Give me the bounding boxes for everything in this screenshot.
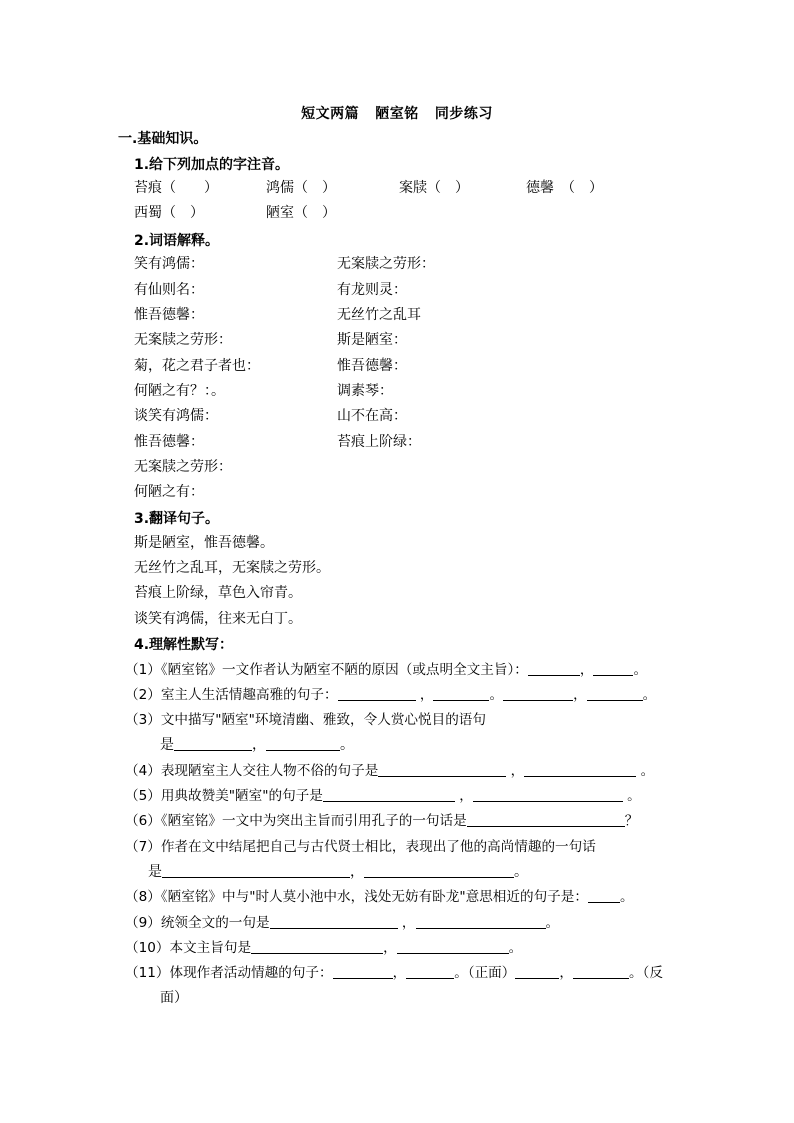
pinyin-item: 鸿儒（ ） bbox=[266, 180, 336, 196]
answer-blank[interactable] bbox=[587, 686, 643, 701]
dictation-item-2: （2）室主人生活情趣高雅的句子： ， 。 ， 。 bbox=[125, 687, 657, 703]
dictation-item-9: （9）统领全文的一句是 ， 。 bbox=[125, 915, 560, 931]
term-item: 惟吾德馨： bbox=[134, 434, 204, 450]
term-item: 何陋之有： bbox=[134, 484, 204, 500]
answer-blank[interactable] bbox=[473, 787, 623, 802]
dictation-item-4: （4）表现陋室主人交往人物不俗的句子是 ， 。 bbox=[125, 763, 655, 779]
answer-blank[interactable] bbox=[433, 686, 489, 701]
answer-blank[interactable] bbox=[338, 686, 416, 701]
q1-heading: 1.给下列加点的字注音。 bbox=[134, 157, 290, 173]
term-item: 有龙则灵： bbox=[337, 282, 407, 298]
translation-sentence: 谈笑有鸿儒，往来无白丁。 bbox=[134, 611, 302, 627]
translation-sentence: 苔痕上阶绿，草色入帘青。 bbox=[134, 585, 302, 601]
term-item: 何陋之有？：。 bbox=[134, 383, 225, 399]
dictation-item-6: （6）《陋室铭》一文中为突出主旨而引用孔子的一句话是 ？ bbox=[125, 813, 639, 829]
answer-blank[interactable] bbox=[515, 964, 559, 979]
translation-sentence: 无丝竹之乱耳，无案牍之劳形。 bbox=[134, 560, 330, 576]
term-item: 山不在高： bbox=[337, 408, 407, 424]
term-item: 笑有鸿儒： bbox=[134, 256, 204, 272]
term-item: 菊，花之君子者也： bbox=[134, 358, 260, 374]
pinyin-item: 陋室（ ） bbox=[266, 205, 336, 221]
dictation-item-1: （1）《陋室铭》一文作者认为陋室不陋的原因（或点明全文主旨）： ， 。 bbox=[125, 662, 648, 678]
term-item: 斯是陋室： bbox=[337, 332, 407, 348]
pinyin-item: 案牍（ ） bbox=[399, 180, 469, 196]
pinyin-item: 西蜀（ ） bbox=[134, 205, 204, 221]
pinyin-item: 苔痕（ ） bbox=[134, 180, 218, 196]
section-heading-basics: 一.基础知识。 bbox=[118, 131, 208, 147]
answer-blank[interactable] bbox=[323, 787, 455, 802]
term-item: 惟吾德馨： bbox=[337, 358, 407, 374]
term-item: 有仙则名： bbox=[134, 282, 204, 298]
dictation-item-11-wrap: 面） bbox=[160, 990, 188, 1006]
answer-blank[interactable] bbox=[364, 863, 514, 878]
answer-blank[interactable] bbox=[593, 661, 633, 676]
answer-blank[interactable] bbox=[416, 914, 546, 929]
answer-blank[interactable] bbox=[251, 939, 383, 954]
answer-blank[interactable] bbox=[406, 964, 454, 979]
answer-blank[interactable] bbox=[266, 736, 340, 751]
answer-blank[interactable] bbox=[162, 863, 350, 878]
page-title: 短文两篇 陋室铭 同步练习 bbox=[301, 106, 493, 122]
dictation-item-3: （3）文中描写"陋室"环境清幽、雅致，令人赏心悦目的语句 bbox=[125, 712, 486, 728]
answer-blank[interactable] bbox=[573, 964, 629, 979]
answer-blank[interactable] bbox=[524, 762, 636, 777]
answer-blank[interactable] bbox=[528, 661, 580, 676]
term-item: 惟吾德馨： bbox=[134, 307, 204, 323]
term-item: 调素琴： bbox=[337, 383, 393, 399]
q3-heading: 3.翻译句子。 bbox=[134, 511, 220, 527]
dictation-item-3-answer: 是 ， 。 bbox=[160, 737, 354, 753]
dictation-item-7: （7）作者在文中结尾把自己与古代贤士相比，表现出了他的高尚情趣的一句话 bbox=[125, 839, 596, 855]
answer-blank[interactable] bbox=[333, 964, 393, 979]
dictation-item-7-answer: 是 ， 。 bbox=[148, 864, 528, 880]
term-item: 无丝竹之乱耳 bbox=[337, 307, 421, 323]
term-item: 无案牍之劳形： bbox=[337, 256, 435, 272]
answer-blank[interactable] bbox=[378, 762, 506, 777]
term-item: 苔痕上阶绿： bbox=[337, 434, 421, 450]
pinyin-item: 德馨 （ ） bbox=[526, 180, 603, 196]
term-item: 谈笑有鸿儒： bbox=[134, 408, 218, 424]
term-item: 无案牍之劳形： bbox=[134, 332, 232, 348]
answer-blank[interactable] bbox=[467, 812, 625, 827]
translation-sentence: 斯是陋室，惟吾德馨。 bbox=[134, 535, 274, 551]
dictation-item-11: （11）体现作者活动情趣的句子： ， 。（正面） ， 。（反 bbox=[125, 965, 663, 981]
answer-blank[interactable] bbox=[588, 888, 620, 903]
answer-blank[interactable] bbox=[174, 736, 252, 751]
answer-blank[interactable] bbox=[270, 914, 398, 929]
dictation-item-10: （10）本文主旨句是 ， 。 bbox=[125, 940, 523, 956]
dictation-item-8: （8）《陋室铭》中与"时人莫小池中水，浅处无妨有卧龙"意思相近的句子是： 。 bbox=[125, 889, 634, 905]
answer-blank[interactable] bbox=[397, 939, 509, 954]
q4-heading: 4.理解性默写： bbox=[134, 637, 234, 653]
answer-blank[interactable] bbox=[503, 686, 573, 701]
term-item: 无案牍之劳形： bbox=[134, 459, 232, 475]
q2-heading: 2.词语解释。 bbox=[134, 233, 220, 249]
dictation-item-5: （5）用典故赞美"陋室"的句子是 ， 。 bbox=[125, 788, 641, 804]
